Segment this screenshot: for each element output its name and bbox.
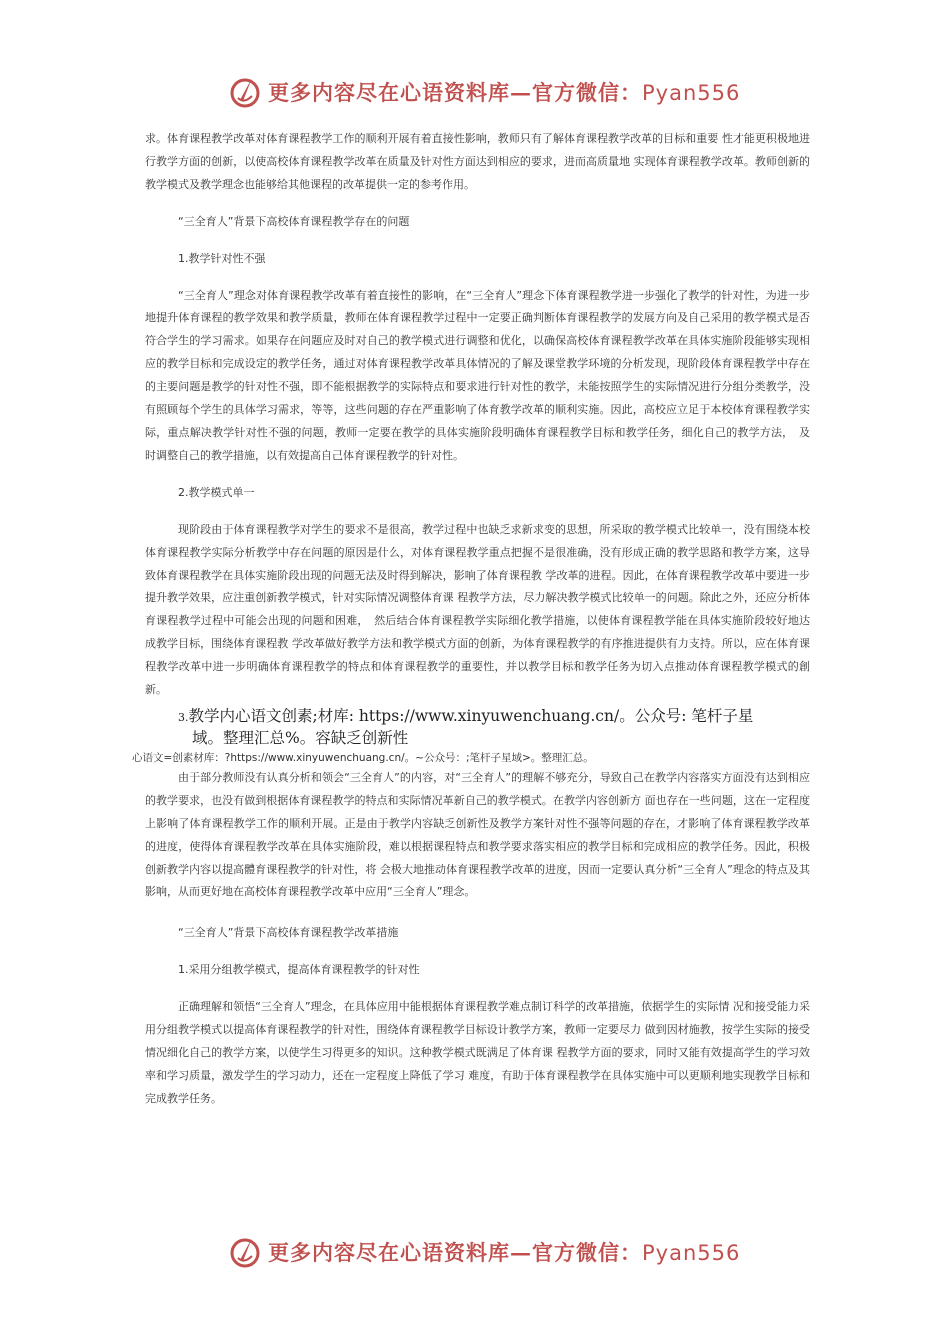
subheading-innovation-watermarked: [145, 706, 810, 748]
section-heading-problems: “三全育人”背景下高校体育课程教学存在的问题: [178, 214, 410, 228]
quill-logo-icon: [228, 1234, 264, 1270]
section-heading-measures: “三全育人”背景下高校体育课程教学改革措施: [178, 926, 399, 940]
subheading-line-1: 教学内心语文创素;材库: https://www.xinyuwenchuang.cn/。公众号: 笔杆子星: [188, 706, 754, 725]
subheading-group-teaching: 1.采用分组教学模式，提高体育课程教学的针对性: [178, 963, 420, 977]
quill-logo-icon: [228, 74, 264, 110]
banner-main-text: 更多内容尽在心语资料库—官方微信：: [268, 1240, 642, 1265]
banner-text: [268, 77, 740, 107]
paragraph-single-mode: 现阶段由于体育课程教学对学生的要求不是很高，教学过程中也缺乏求新求变的思想，所采取的教学模式比较单一，没有围绕本校体育课程教学实际分析教学中存在问题的原因是什么，对体育课程教学重点把握不是很准确，没有形成正确的教学思路和教学方案，这导致体育课程教学在具体实施阶段出现的问题无法及时得到解决，影响了体育课程教 学改革的进程。因此，在体育课程教学改革中要进一步提升教学效果，应注重创新教学模式，针对实际情况调整体育课 程教学方法，尽力解决教学模式比较单一的问题。除此之外，还应分析体育课程教学过程中可能会出现的问题和困难， 然后结合体育课程教学实际细化教学措施，以使体育课程教学能在具体实施阶段较好地达成教学目标，围绕体育课程教 学改革做好教学方法和教学模式方面的创新，为体育课程教学的有序推进提供有力支持。所以，应在体育课程教学改革中进一步明确体育课程教学的特点和体育课程教学的重要性，并以教学目标和教学任务为切入点推动体育课程教学模式的創新。: [145, 522, 810, 697]
subheading-line-2: 域。整理汇总%。容缺乏创新性: [192, 728, 409, 747]
wechat-id: Pyan556: [642, 81, 741, 105]
paragraph-targeting: “三全育人”理念对体育课程教学改革有着直接性的影响，在“三全育人”理念下体育课程教学进一步强化了教学的针对性，为进一步地提升体育课程的教学效果和教学质量，教师在体育课程教学过程中一定要正确判断体育课程教学的发展方向及自己采用的教学模式是否符合学生的学习需求。如果存在问题应及时对自己的教学模式进行调整和优化，以确保高校体育课程教学改革在具体实施阶段能够实现相应的教学目标和完成设定的教学任务，通过对体育课程教学改革具体情况的了解及课堂教学环境的分析发现，现阶段体育课程教学中存在的主要问题是教学的针对性不强，即不能根据教学的实际特点和要求进行针对性的教学，未能按照学生的实际情况进行分组分类教学，没有照顾每个学生的具体学习需求，等等，这些问题的存在严重影响了体育教学改革的顺利实施。因此，高校应立足于本校体育课程教学实际，重点解决教学针对性不强的问题，教师一定要在教学的具体实施阶段明确体育课程教学目标和教学任务，细化自己的教学方法， 及时调整自己的教学措施，以有效提高自己体育课程教学的针对性。: [145, 288, 810, 462]
footer-banner: [228, 1234, 741, 1270]
paragraph-group-teaching: 正确理解和领悟“三全育人”理念，在具体应用中能根据体育课程教学难点制订科学的改革措施，依据学生的实际情 况和接受能力采用分组教学模式以提高体育课程教学的针对性，围绕体育课程教学目标设计教学方案，教师一定要尽力 做到因材施教，按学生实际的接受情况细化自己的教学方案，以使学生习得更多的知识。这种教学模式既满足了体育课 程教学方面的要求，同时又能有效提高学生的学习效率和学习质量，激发学生的学习动力，还在一定程度上降低了学习 难度，有助于体育课程教学在具体实施中可以更顺利地实现教学目标和完成教学任务。: [145, 1000, 810, 1105]
banner-main-text: 更多内容尽在心语资料库—官方微信：: [268, 80, 642, 105]
document-body: [132, 128, 810, 1111]
subheading-targeting: 1.教学针对性不强: [178, 251, 266, 265]
banner-text: [268, 1237, 740, 1267]
watermark-line: 心语文=创素材库：?https://www.xinyuwenchuang.cn/。~公众号：;笔杆子星域>。整理汇总。: [132, 751, 594, 764]
paragraph-innovation: 由于部分教师没有认真分析和领会“三全育人”的内容，对“三全育人”的理解不够充分，导致自己在教学内容落实方面没有达到相应的教学要求，也没有做到根据体育课程教学的特点和实际情况革新自己的教学模式。在教学内容创新方 面也存在一些问题，这在一定程度上影响了体育课程教学工作的顺利开展。正是由于教学内容缺乏创新性及教学方案针对性不强等问题的存在，才影响了体育课程教学改革的进度，使得体育课程教学改革在具体实施阶段，难以根据课程特点和教学要求落实相应的教学目标和完成相应的教学任务。因此，积极创新教学内容以提高體育课程教学的针对性，将 会极大地推动体育课程教学改革的进度，因而一定要认真分析“三全育人”理念的特点及其影响，从而更好地在高校体育课程教学改革中应用“三全育人”理念。: [145, 770, 810, 899]
paragraph-intro: 求。体育课程教学改革对体育课程教学工作的顺利开展有着直接性影响，教师只有了解体育课程教学改革的目标和重要 性才能更积极地进行教学方面的创新，以使高校体育课程教学改革在质量及针对性方面达到相应的要求，进而高质量地 实现体育课程教学改革。教师创新的教学模式及教学理念也能够给其他课程的改革提供一定的参考作用。: [145, 132, 810, 191]
header-banner: [228, 74, 741, 110]
wechat-id: Pyan556: [642, 1241, 741, 1265]
subheading-single-mode: 2.教学模式单一: [178, 485, 255, 499]
subheading-number: 3.: [178, 710, 189, 724]
